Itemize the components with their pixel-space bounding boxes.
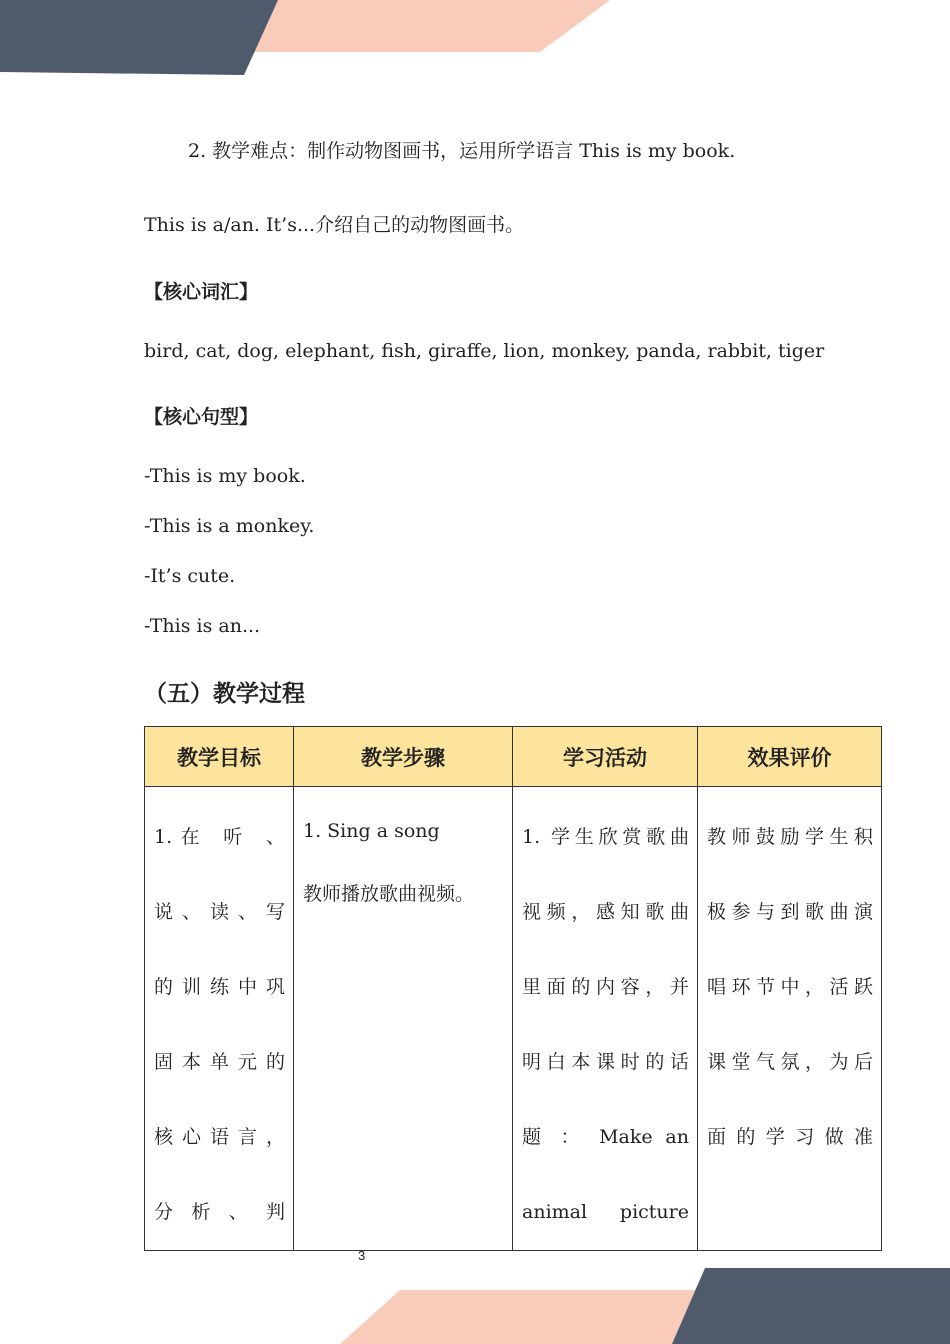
page-number: 3 bbox=[358, 1248, 366, 1263]
sentence-3: -It’s cute. bbox=[144, 565, 236, 587]
header-activity: 学习活动 bbox=[513, 727, 698, 787]
top-decoration bbox=[0, 0, 950, 80]
evaluation-line: 面的学习做准 bbox=[707, 1126, 873, 1148]
header-steps: 教学步骤 bbox=[294, 727, 513, 787]
teaching-process-table bbox=[144, 726, 882, 1251]
goal-line: 说、读、写 bbox=[154, 901, 285, 923]
goal-line: 固本单元的 bbox=[154, 1051, 285, 1073]
evaluation-cell bbox=[698, 787, 882, 1251]
goal-line: 核心语言， bbox=[154, 1126, 285, 1148]
sentence-1: -This is my book. bbox=[144, 465, 306, 487]
evaluation-line: 课堂气氛，为后 bbox=[707, 1051, 873, 1073]
activity-line: 题 ： Make an bbox=[522, 1126, 689, 1148]
sentence-2: -This is a monkey. bbox=[144, 515, 315, 537]
evaluation-line: 唱环节中，活跃 bbox=[707, 976, 873, 998]
bottom-decoration bbox=[0, 1262, 950, 1344]
activity-line: 里面的内容，并 bbox=[522, 976, 689, 998]
activity-line: animal picture bbox=[522, 1201, 689, 1223]
goal-cell bbox=[145, 787, 294, 1251]
vocab-list: bird, cat, dog, elephant, fish, giraffe, lion, monkey, panda, rabbit, tiger bbox=[144, 340, 825, 362]
table-row bbox=[145, 787, 882, 1251]
activity-cell bbox=[513, 787, 698, 1251]
header-goal: 教学目标 bbox=[145, 727, 294, 787]
steps-cell bbox=[294, 787, 513, 1251]
steps-line: 教师播放歌曲视频。 bbox=[303, 883, 475, 905]
goal-line: 1. 在 听 、 bbox=[154, 826, 285, 848]
difficulty-line-1: 2. 教学难点：制作动物图画书，运用所学语言 This is my book. bbox=[188, 140, 736, 162]
difficulty-line-2: This is a/an. It’s...介绍自己的动物图画书。 bbox=[144, 214, 525, 236]
sentence-4: -This is an... bbox=[144, 615, 261, 637]
activity-line: 明白本课时的话 bbox=[522, 1051, 689, 1073]
activity-line: 1. 学生欣赏歌曲 bbox=[522, 826, 689, 848]
goal-line: 分析、判 bbox=[154, 1201, 285, 1223]
table-header-row bbox=[145, 727, 882, 787]
evaluation-line: 教师鼓励学生积 bbox=[707, 826, 873, 848]
header-evaluation: 效果评价 bbox=[698, 727, 882, 787]
section-title: （五）教学过程 bbox=[144, 681, 305, 707]
vocab-heading: 【核心词汇】 bbox=[144, 281, 259, 303]
activity-line: 视频，感知歌曲 bbox=[522, 901, 689, 923]
evaluation-line: 极参与到歌曲演 bbox=[707, 901, 873, 923]
steps-line: 1. Sing a song bbox=[303, 820, 440, 842]
goal-line: 的训练中巩 bbox=[154, 976, 285, 998]
sentence-heading: 【核心句型】 bbox=[144, 406, 259, 428]
